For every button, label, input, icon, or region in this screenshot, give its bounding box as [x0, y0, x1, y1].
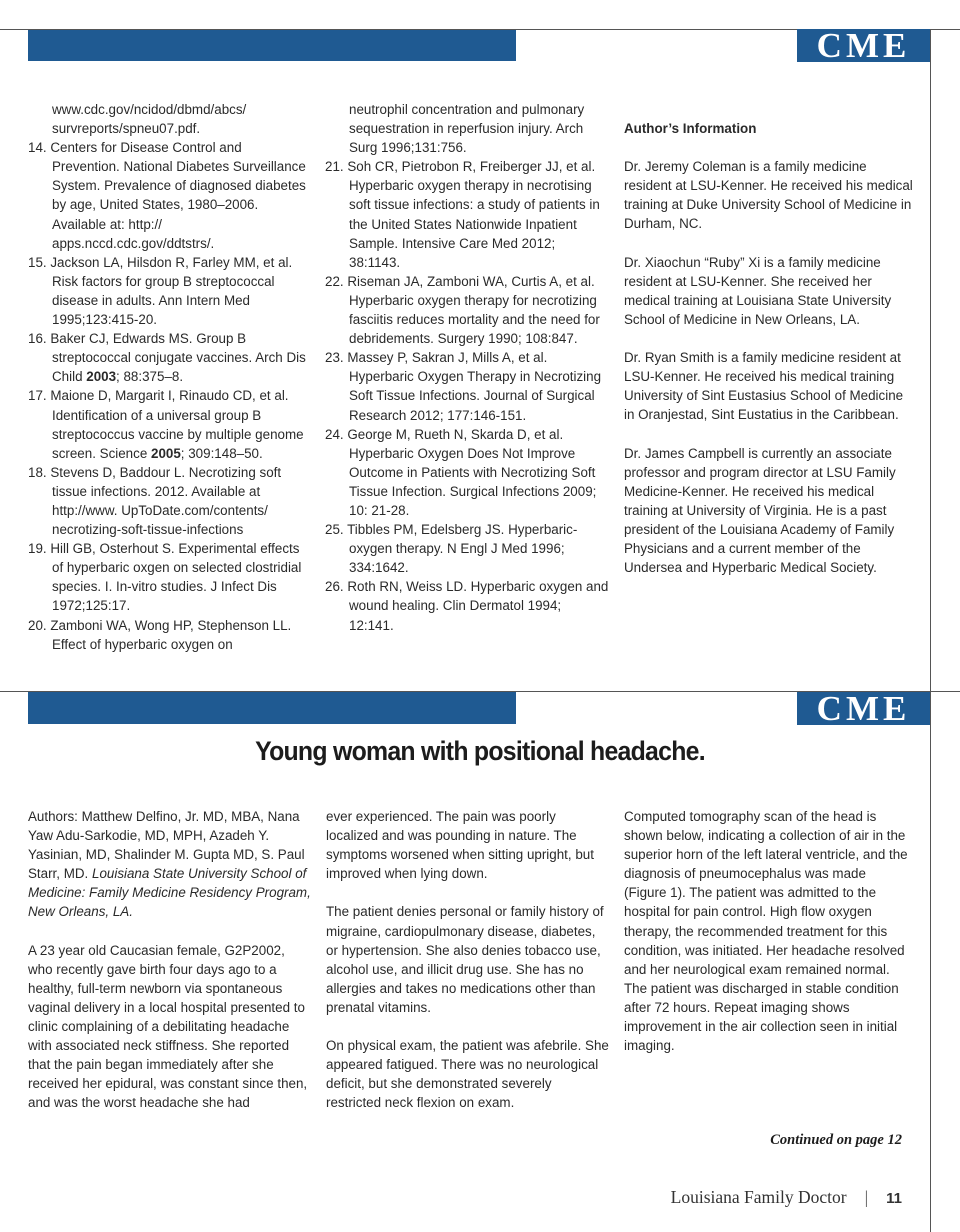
bottom-blue-bar: [28, 692, 516, 724]
references-column-1: [28, 100, 310, 654]
symptom-history: ever experienced. The pain was poorly localized and was pounding in nature. The symptoms worsened when sitting upright, but improved when lying down.: [326, 809, 594, 882]
reference-26: 26. Roth RN, Weiss LD. Hyperbaric oxygen and wound healing. Clin Dermatol 1994; 12:141.: [325, 579, 609, 633]
article-title: Young woman with positional headache.: [255, 736, 705, 766]
reference-23: 23. Massey P, Sakran J, Mills A, et al. Hyperbaric Oxygen Therapy in Necrotizing Soft Tissue Infections. Journal of Surgical Research 2012; 177:146-151.: [325, 350, 602, 423]
physical-exam: On physical exam, the patient was afebrile. She appeared fatigued. There was no neurological deficit, but she demonstrated severely restricted neck flexion on exam.: [326, 1038, 609, 1111]
reference-16: 16. Baker CJ, Edwards MS. Group B streptococcal conjugate vaccines. Arch Dis Child 2003; 88:375–8.: [28, 331, 306, 385]
top-right-rule: [930, 29, 931, 692]
top-blue-bar: [28, 30, 516, 61]
reference-continued: neutrophil concentration and pulmonary sequestration in reperfusion injury. Arch Surg 1996;131:756.: [349, 102, 585, 156]
publication-name: Louisiana Family Doctor: [670, 1187, 847, 1207]
article-column-2: [326, 807, 610, 1113]
article-affiliation: Louisiana State University School of Medicine: Family Medicine Residency Program, New Orleans, LA.: [28, 866, 311, 920]
article-column-3: [624, 807, 908, 1055]
article-column-1: [28, 807, 313, 1113]
footer-separator: |: [864, 1187, 869, 1207]
article-authors: Authors: Matthew Delfino, Jr. MD, MBA, Nana Yaw Adu-Sarkodie, MD, MPH, Azadeh Y. Yasinian, MD, Shalinder M. Gupta MD, S. Paul Starr, MD. Louisiana State University School of Medicine: Family Medicine Residency Program, New Orleans, LA.: [28, 809, 311, 920]
continued-link[interactable]: Continued on page 12: [770, 1132, 902, 1148]
reference-18: 18. Stevens D, Baddour L. Necrotizing soft tissue infections. 2012. Available at http://www. UpToDate.com/contents/ necrotizing-soft-tissue-infections: [28, 464, 282, 538]
page-footer: [671, 1187, 902, 1208]
case-presentation: A 23 year old Caucasian female, G2P2002, who recently gave birth four days ago to a healthy, full-term newborn via spontaneous vaginal delivery in a local hospital presented to clinic complaining of a debilitating headache with associated neck stiffness. She reported that the pain began immediately after she received her epidural, was constant since then, and was the worst headache she had: [28, 942, 308, 1111]
author-information: [624, 119, 914, 577]
author-bio-xi: Dr. Xiaochun “Ruby” Xi is a family medicine resident at LSU-Kenner. She received her medical training at Louisiana State University School of Medicine in New Orleans, LA.: [624, 254, 892, 327]
imaging-and-treatment: Computed tomography scan of the head is shown below, indicating a collection of air in the superior horn of the left lateral ventricle, and the diagnosis of pneumocephalus was made (Figure 1). The patient was admitted to the hospital for pain control. High flow oxygen therapy, the recommended treatment for this condition, was initiated. Her headache resolved and her neurological exam remained normal. The patient was discharged in stable condition after 72 hours. Repeat imaging shows improvement in the air collection seen in initial imaging.: [624, 809, 908, 1054]
author-bio-coleman: Dr. Jeremy Coleman is a family medicine resident at LSU-Kenner. He received his medical training at Duke University School of Medicine in Durham, NC.: [624, 159, 913, 232]
reference-17: 17. Maione D, Margarit I, Rinaudo CD, et al. Identification of a universal group B streptococcus vaccine by multiple genome screen. Science 2005; 309:148–50.: [28, 388, 304, 461]
reference-continued: www.cdc.gov/ncidod/dbmd/abcs/ survreports/spneu07.pdf.: [52, 102, 247, 137]
author-info-heading: Author’s Information: [624, 121, 757, 136]
references-column-2: [325, 100, 609, 635]
author-bio-smith: Dr. Ryan Smith is a family medicine resident at LSU-Kenner. He received his medical training University of Sint Eustasius School of Medicine in Oranjestad, Sint Eustatius in the Caribbean.: [624, 350, 904, 423]
reference-19: 19. Hill GB, Osterhout S. Experimental effects of hyperbaric oxgen on selected clostridial species. I. In-vitro studies. J Infect Dis 1972;125:17.: [28, 541, 302, 614]
cme-logo-top: CME: [797, 29, 930, 62]
reference-22: 22. Riseman JA, Zamboni WA, Curtis A, et al. Hyperbaric oxygen therapy for necrotizing fasciitis reduces mortality and the need for debridements. Surgery 1990; 108:847.: [325, 273, 600, 347]
reference-20: 20. Zamboni WA, Wong HP, Stephenson LL. Effect of hyperbaric oxygen on: [28, 617, 292, 652]
reference-15: 15. Jackson LA, Hilsdon R, Farley MM, et al. Risk factors for group B streptococcal disease in adults. Ann Intern Med 1995;123:415-20.: [28, 254, 293, 328]
reference-25: 25. Tibbles PM, Edelsberg JS. Hyperbaric-oxygen therapy. N Engl J Med 1996; 334:1642.: [325, 522, 578, 576]
cme-logo-bottom: CME: [797, 692, 930, 725]
reference-21: 21. Soh CR, Pietrobon R, Freiberger JJ, et al. Hyperbaric oxygen therapy in necrotising soft tissue infections: a study of patients in the United States Nationwide Inpatient Sample. Intensive Care Med 2012; 38:1143.: [325, 159, 600, 270]
author-bio-campbell: Dr. James Campbell is currently an associate professor and program director at LSU Family Medicine-Kenner. He received his medical training at University of Virginia. He is a past president of the Louisiana Academy of Family Physicians and a current member of the Undersea and Hyperbaric Medical Society.: [624, 445, 896, 576]
bottom-right-rule: [930, 692, 931, 1232]
page-number: 11: [886, 1190, 902, 1207]
reference-24: 24. George M, Rueth N, Skarda D, et al. Hyperbaric Oxygen Does Not Improve Outcome in Patients with Necrotizing Soft Tissue Infection. Surgical Infections 2009; 10: 21-28.: [325, 426, 597, 518]
reference-14: 14. Centers for Disease Control and Prevention. National Diabetes Surveillance System. Prevalence of diagnosed diabetes by age, United States, 1980–2006. Available at: http:// apps.nccd.cdc.gov/ddtstrs/.: [28, 140, 306, 251]
medical-history: The patient denies personal or family history of migraine, cardiopulmonary disease, diabetes, or hypertension. She also denies tobacco use, alcohol use, and illicit drug use. She has no allergies and takes no medications other than prenatal vitamins.: [326, 904, 604, 1015]
